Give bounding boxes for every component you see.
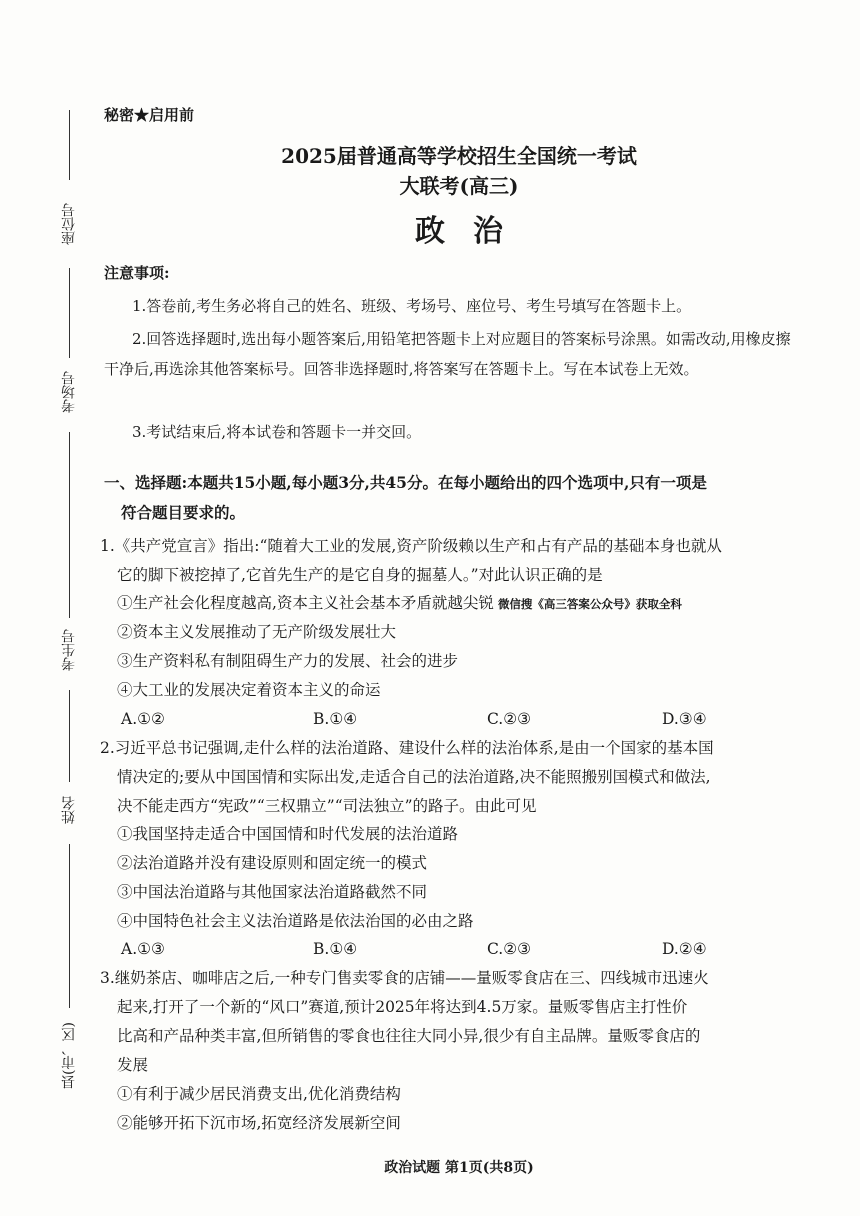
question-1-line-2: 它的脚下被挖掉了,它首先生产的是它自身的掘墓人。”对此认识正确的是 (117, 566, 603, 584)
q1-option-1 (117, 589, 682, 619)
question-2 (100, 734, 806, 821)
q1-option-4: ④大工业的发展决定着资本主义的命运 (117, 681, 381, 699)
question-3-line-4: 发展 (117, 1056, 149, 1074)
q1-option-3: ③生产资料私有制阻碍生产力的发展、社会的进步 (117, 652, 459, 670)
q3-option-1: ①有利于减少居民消费支出,优化消费结构 (117, 1085, 401, 1103)
exam-subtitle: 大联考(高三) (399, 174, 519, 198)
margin-line (69, 110, 70, 180)
margin-line (69, 690, 70, 782)
q2-choice-d: D.②④ (662, 940, 707, 958)
question-3 (100, 964, 806, 1080)
q2-option-1: ①我国坚持走适合中国国情和时代发展的法治道路 (117, 825, 459, 843)
binding-margin (0, 0, 90, 1216)
q2-option-4: ④中国特色社会主义法治道路是依法治国的必由之路 (117, 912, 474, 930)
q1-choice-d: D.③④ (662, 710, 707, 728)
subject-title: 政治 (415, 214, 531, 249)
q2-choice-a: A.①③ (121, 940, 165, 958)
secret-mark: 秘密★启用前 (104, 106, 195, 124)
watermark-text: 微信搜《高三答案公众号》获取全科 (497, 597, 682, 611)
q1-option-2: ②资本主义发展推动了无产阶级发展壮大 (117, 623, 397, 641)
question-3-line-1: 3.继奶茶店、咖啡店之后,一种专门售卖零食的店铺——量贩零食店在三、四线城市迅速火 (100, 969, 709, 987)
margin-line (69, 432, 70, 618)
exam-number-label: 考生号 (61, 629, 77, 671)
q2-option-2: ②法治道路并没有建设原则和固定统一的模式 (117, 854, 428, 872)
q2-option-3: ③中国法治道路与其他国家法治道路截然不同 (117, 883, 428, 901)
question-2-line-2: 情决定的;要从中国国情和实际出发,走适合自己的法治道路,决不能照搬别国模式和做法, (117, 768, 711, 786)
question-1 (100, 532, 806, 590)
margin-line (69, 844, 70, 1008)
q1-choice-a: A.①② (121, 710, 165, 728)
q1-option-1-text: ①生产社会化程度越高,资本主义社会基本矛盾就越尖锐 (117, 594, 494, 612)
q1-choice-c: C.②③ (487, 710, 532, 728)
notes-item-1: 1.答卷前,考生务必将自己的姓名、班级、考场号、座位号、考生号填写在答题卡上。 (132, 297, 692, 315)
notes-heading: 注意事项: (104, 264, 170, 282)
section-line-2: 符合题目要求的。 (121, 503, 246, 522)
question-2-line-1: 2.习近平总书记强调,走什么样的法治道路、建设什么样的法治体系,是由一个国家的基本国 (100, 739, 714, 757)
seat-label: 座位号 (61, 203, 77, 245)
q3-option-2: ②能够开拓下沉市场,拓宽经济发展新空间 (117, 1114, 401, 1132)
name-label: 姓名 (61, 796, 77, 824)
q1-choice-b: B.①④ (313, 710, 358, 728)
margin-line (69, 268, 70, 358)
county-label: 县(市、区) (61, 1022, 77, 1090)
q2-choice-b: B.①④ (313, 940, 358, 958)
section-heading (104, 468, 804, 528)
page-footer: 政治试题 第1页(共8页) (384, 1160, 534, 1176)
question-1-line-1: 1.《共产党宣言》指出:“随着大工业的发展,资产阶级赖以生产和占有产品的基础本身也就从 (100, 537, 722, 555)
notes-item-3: 3.考试结束后,将本试卷和答题卡一并交回。 (132, 423, 422, 441)
question-2-line-3: 决不能走西方“宪政”“三权鼎立”“司法独立”的路子。由此可见 (117, 797, 537, 815)
question-3-line-2: 起来,打开了一个新的“风口”赛道,预计2025年将达到4.5万家。量贩零售店主打性价 (117, 998, 688, 1016)
notes-item-2: 2.回答选择题时,选出每小题答案后,用铅笔把答题卡上对应题目的答案标号涂黑。如需改动,用橡皮擦干净后,再选涂其他答案标号。回答非选择题时,将答案写在答题卡上。写在本试卷上无效。 (104, 330, 791, 378)
q2-choice-c: C.②③ (487, 940, 532, 958)
room-label: 考场号 (61, 371, 77, 413)
exam-title: 2025届普通高等学校招生全国统一考试 (281, 144, 637, 168)
section-line-1: 一、选择题:本题共15小题,每小题3分,共45分。在每小题给出的四个选项中,只有一项是 (104, 473, 707, 492)
question-3-line-3: 比高和产品种类丰富,但所销售的零食也往往大同小异,很少有自主品牌。量贩零食店的 (117, 1027, 701, 1045)
